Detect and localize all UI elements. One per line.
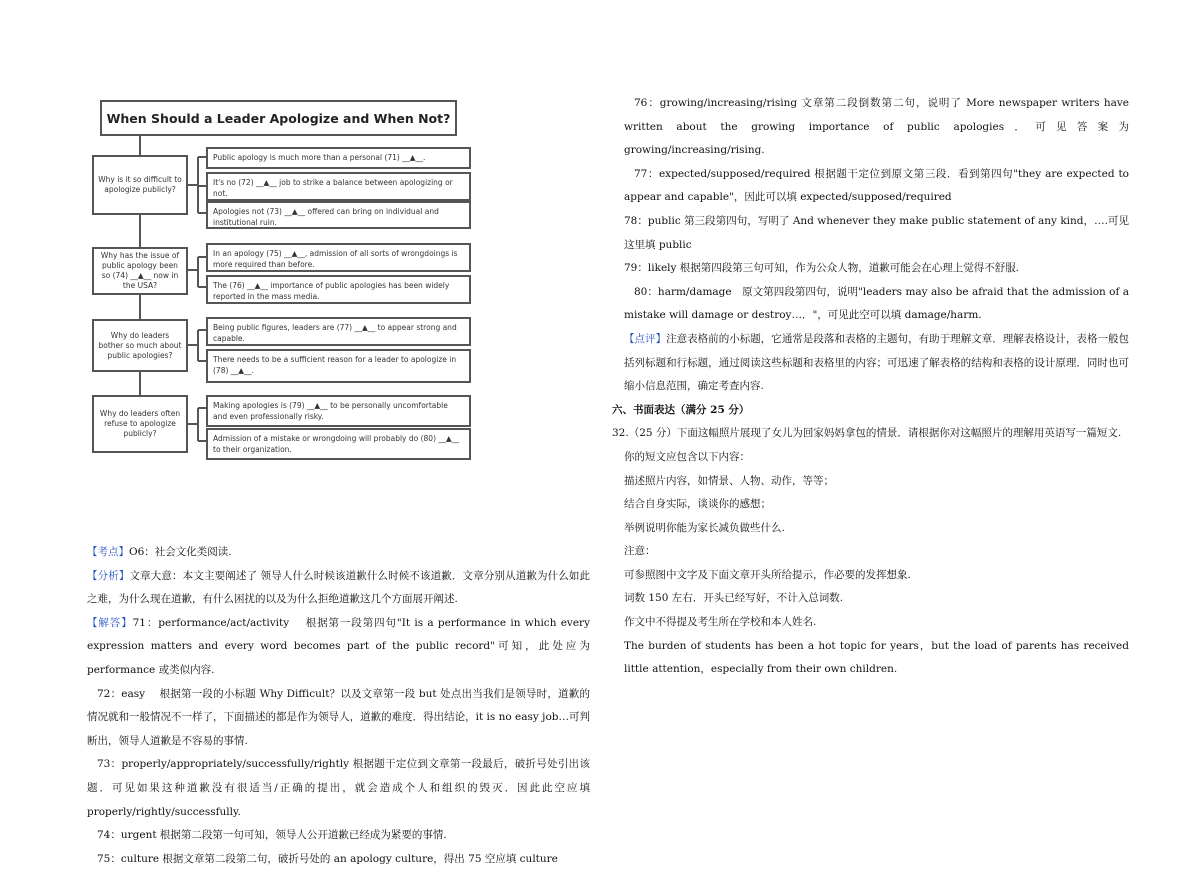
answer-79: 79：likely 根据第四段第三句可知，作为公众人物，道歉可能会在心理上觉得不舒服.: [624, 262, 1020, 275]
dianping-tag: 【点评】: [624, 332, 667, 345]
jieda-paragraph: [87, 612, 590, 683]
requirement-1: 描述照片内容，如情景、人物、动作，等等；: [624, 474, 834, 487]
answer-80: 80：harm/damage 原文第四段第四句，说明"leaders may also be afraid that the admission of a mistake will damage or destroy…．"，可见此空可以填 damage/harm.: [624, 285, 1129, 322]
answer-box: Admission of a mistake or wrongdoing will probably do (80) __▲__ to their organization.: [206, 428, 471, 460]
requirement-2: 结合自身实际，谈谈你的感想；: [624, 498, 771, 511]
answer-76: 76：growing/increasing/rising 文章第二段倒数第二句，说明了 More newspaper writers have written about the growing importance of public apologies．可见答案为 growing/increasing/rising.: [624, 97, 1129, 157]
answer-74: 74：urgent 根据第二段第一句可知，领导人公开道歉已经成为紧要的事情.: [97, 829, 447, 842]
kaodian-tag: 【考点】: [87, 546, 129, 558]
diagram-title: When Should a Leader Apologize and When Not?: [100, 100, 457, 136]
question-32: 32.（25 分）下面这幅照片展现了女儿为回家妈妈拿包的情景．请根据你对这幅照片的理解用英语写一篇短文.: [612, 427, 1122, 440]
right-column: [612, 92, 1130, 682]
note-2: 词数 150 左右．开头已经写好，不计入总词数.: [624, 592, 844, 605]
answer-box: Apologies not (73) __▲__ offered can bring on individual and institutional ruin.: [206, 201, 471, 229]
fenxi-tag: 【分析】: [87, 569, 130, 582]
answer-73: 73：properly/appropriately/successfully/rightly 根据题干定位到文章第一段最后，破折号处引出该题．可见如果这种道歉没有很适当/正确的提出，就会造成个人和组织的毁灭．因此此空应填 properly/rightly/successfully.: [87, 758, 590, 818]
fenxi-paragraph: [87, 565, 590, 612]
kaodian-paragraph: [87, 541, 590, 565]
question-box: Why do leaders often refuse to apologize publicly?: [92, 395, 188, 453]
answer-box: It's no (72) __▲__ job to strike a balance between apologizing or not.: [206, 172, 471, 201]
note-1: 可参照图中文字及下面文章开头所给提示，作必要的发挥想象.: [624, 568, 911, 581]
flowchart-diagram: [92, 97, 477, 464]
requirement-3: 举例说明你能为家长减负做些什么.: [624, 521, 785, 534]
answer-box: The (76) __▲__ importance of public apologies has been widely reported in the mass media.: [206, 275, 471, 304]
answer-box: Public apology is much more than a personal (71) __▲__.: [206, 147, 471, 169]
note-3: 作文中不得提及考生所在学校和本人姓名.: [624, 616, 817, 629]
answer-72: 72：easy 根据第一段的小标题 Why Difficult？以及文章第一段 but 处点出当我们是领导时，道歉的情况就和一般情况不一样了，下面描述的都是作为领导人，道歉的难度．得出结论，it is no easy job…可判断出，领导人道歉是不容易的事情.: [87, 687, 590, 747]
requirements-intro: 你的短文应包含以下内容：: [624, 450, 750, 463]
question-box: Why is it so difficult to apologize publicly?: [92, 155, 188, 215]
left-column: [87, 541, 590, 871]
answer-77: 77：expected/supposed/required 根据题干定位到原文第三段．看到第四句"they are expected to appear and capable"，因此可以填 expected/supposed/required: [624, 167, 1129, 204]
answer-box: There needs to be a sufficient reason for a leader to apologize in (78) __▲__.: [206, 349, 471, 383]
question-box: Why has the issue of public apology been so (74) __▲__ now in the USA?: [92, 247, 188, 295]
answer-box: Making apologies is (79) __▲__ to be personally uncomfortable and even professionally risky.: [206, 395, 471, 427]
answer-box: In an apology (75) __▲__, admission of all sorts of wrongdoings is more required than before.: [206, 243, 471, 272]
dianping-paragraph: [624, 328, 1129, 399]
dianping-text: 注意表格前的小标题，它通常是段落和表格的主题句，有助于理解文章．理解表格设计，表格一般包括列标题和行标题，通过阅读这些标题和表格里的内容；可迅速了解表格的结构和表格的设计原理．同时也可缩小信息范围，确定考查内容.: [624, 332, 1130, 393]
jieda-tag: 【解答】: [87, 616, 133, 629]
note-title: 注意：: [624, 545, 656, 558]
question-box: Why do leaders bother so much about public apologies?: [92, 319, 188, 372]
answer-78: 78：public 第三段第四句，写明了 And whenever they make public statement of any kind，….可见这里填 public: [624, 214, 1129, 251]
jieda-text: 71：performance/act/activity 根据第一段第四句"It is a performance in which every expression matters and every word becomes part of the public record"可知，此处应为 performance 或类似内容.: [87, 616, 591, 676]
answer-box: Being public figures, leaders are (77) __▲__ to appear strong and capable.: [206, 317, 471, 346]
answer-75: 75：culture 根据文章第二段第二句，破折号处的 an apology culture，得出 75 空应填 culture: [97, 852, 558, 865]
essay-opening: The burden of students has been a hot topic for years，but the load of parents has received little attention，especially from their own children.: [624, 639, 1129, 676]
kaodian-text: O6：社会文化类阅读.: [129, 546, 232, 558]
section-title: 六、书面表达（满分 25 分）: [612, 403, 750, 416]
fenxi-text: 文章大意：本文主要阐述了 领导人什么时候该道歉什么时候不该道歉．文章分别从道歉为什么如此之难，为什么现在道歉，有什么困扰的以及为什么拒绝道歉这几个方面展开阐述.: [87, 569, 590, 606]
